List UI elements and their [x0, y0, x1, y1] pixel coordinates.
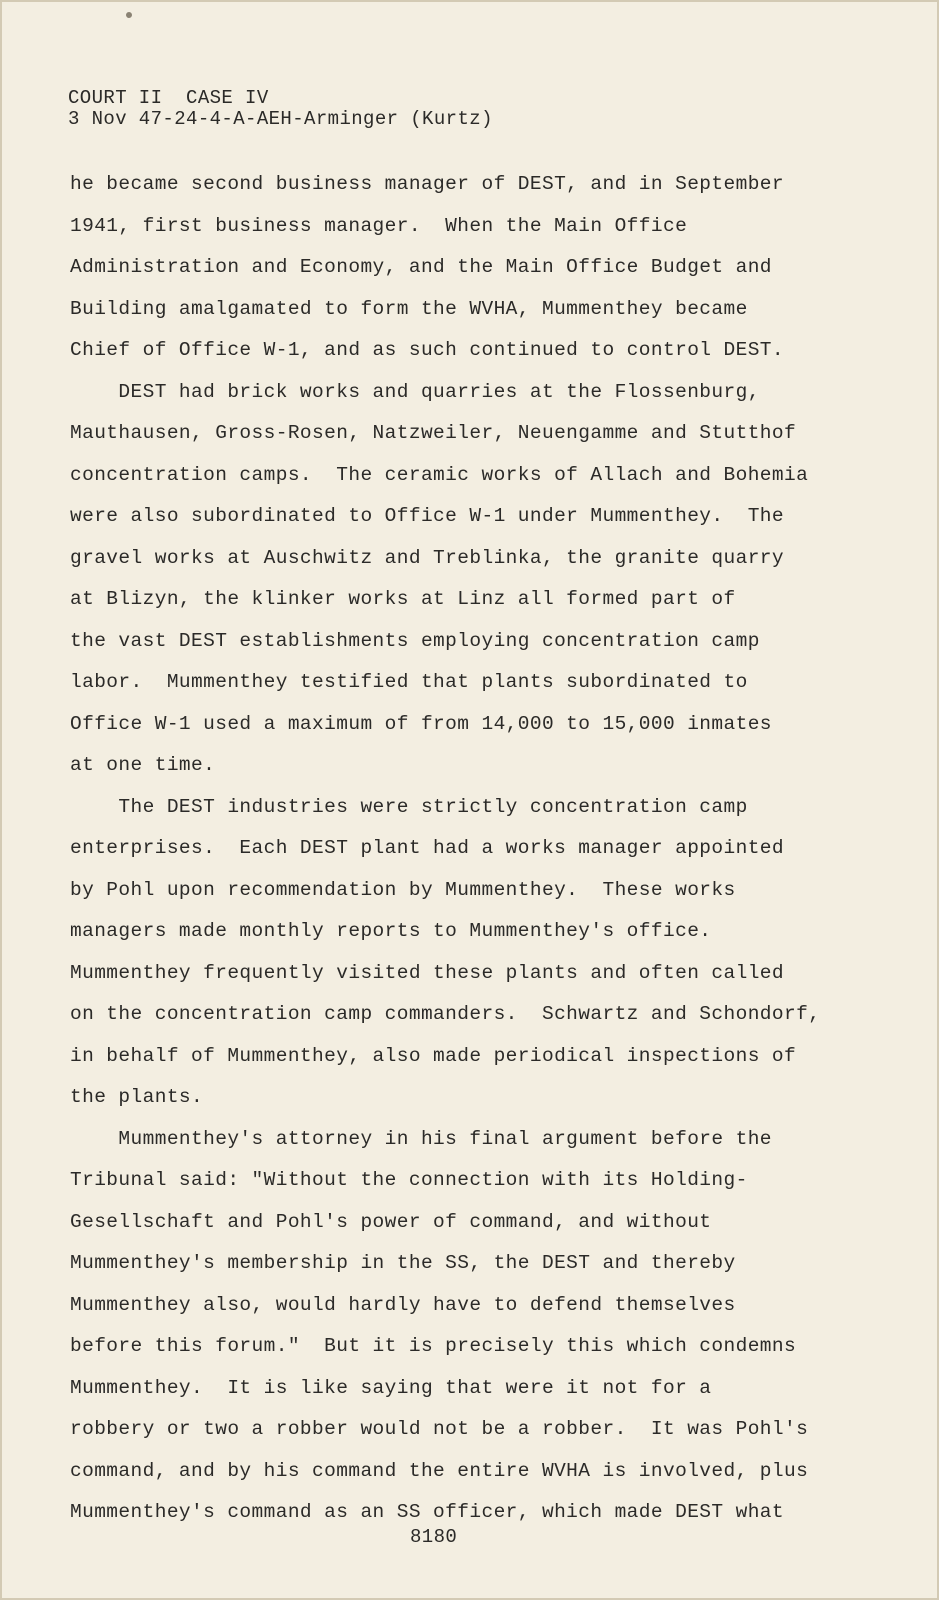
- punch-hole-mark: [126, 12, 132, 18]
- body-line: Tribunal said: "Without the connection with its Holding-: [70, 1169, 748, 1191]
- body-line: on the concentration camp commanders. Schwartz and Schondorf,: [70, 1003, 821, 1025]
- body-line: in behalf of Mummenthey, also made periodical inspections of: [70, 1044, 797, 1067]
- body-line: Mummenthey frequently visited these plants and often called: [70, 961, 785, 984]
- body-line: the plants.: [70, 1086, 204, 1108]
- body-line: at one time.: [70, 754, 216, 776]
- body-line: the vast DEST establishments employing concentration camp: [70, 629, 760, 652]
- body-line: were also subordinated to Office W-1 under Mummenthey. The: [70, 505, 785, 527]
- body-line: DEST had brick works and quarries at the Flossenburg,: [70, 380, 760, 403]
- document-body: [70, 164, 890, 1534]
- page-number: 8180: [410, 1526, 458, 1548]
- body-line: Gesellschaft and Pohl's power of command, and without: [70, 1210, 712, 1233]
- body-line: Mummenthey's membership in the SS, the DEST and thereby: [70, 1252, 736, 1274]
- body-line: managers made monthly reports to Mummenthey's office.: [70, 920, 712, 942]
- body-line: he became second business manager of DEST, and in September: [70, 173, 785, 195]
- body-line: Chief of Office W-1, and as such continued to control DEST.: [70, 339, 785, 361]
- body-line: gravel works at Auschwitz and Treblinka, the granite quarry: [70, 546, 785, 569]
- body-line: Mummenthey's attorney in his final argument before the: [70, 1127, 772, 1150]
- body-line: Mummenthey also, would hardly have to defend themselves: [70, 1293, 736, 1316]
- body-line: at Blizyn, the klinker works at Linz all formed part of: [70, 588, 736, 610]
- body-line: Mummenthey. It is like saying that were it not for a: [70, 1376, 712, 1399]
- body-line: robbery or two a robber would not be a robber. It was Pohl's: [70, 1418, 809, 1440]
- document-header: [68, 88, 493, 130]
- body-line: before this forum." But it is precisely this which condemns: [70, 1335, 797, 1357]
- body-line: Mummenthey's command as an SS officer, which made DEST what: [70, 1501, 785, 1523]
- body-line: Office W-1 used a maximum of from 14,000 to 15,000 inmates: [70, 712, 772, 735]
- body-line: 1941, first business manager. When the Main Office: [70, 214, 688, 237]
- body-line: Mauthausen, Gross-Rosen, Natzweiler, Neuengamme and Stutthof: [70, 422, 797, 444]
- body-line: Building amalgamated to form the WVHA, Mummenthey became: [70, 297, 748, 320]
- body-line: concentration camps. The ceramic works of Allach and Bohemia: [70, 463, 809, 486]
- header-reference: 3 Nov 47-24-4-A-AEH-Arminger (Kurtz): [68, 108, 493, 130]
- body-line: The DEST industries were strictly concentration camp: [70, 795, 748, 818]
- body-line: Administration and Economy, and the Main Office Budget and: [70, 256, 772, 278]
- body-line: labor. Mummenthey testified that plants subordinated to: [70, 671, 748, 693]
- body-line: command, and by his command the entire WVHA is involved, plus: [70, 1459, 809, 1482]
- body-line: by Pohl upon recommendation by Mummenthey. These works: [70, 878, 736, 901]
- header-court-case: COURT II CASE IV: [68, 87, 269, 109]
- body-line: enterprises. Each DEST plant had a works manager appointed: [70, 837, 785, 859]
